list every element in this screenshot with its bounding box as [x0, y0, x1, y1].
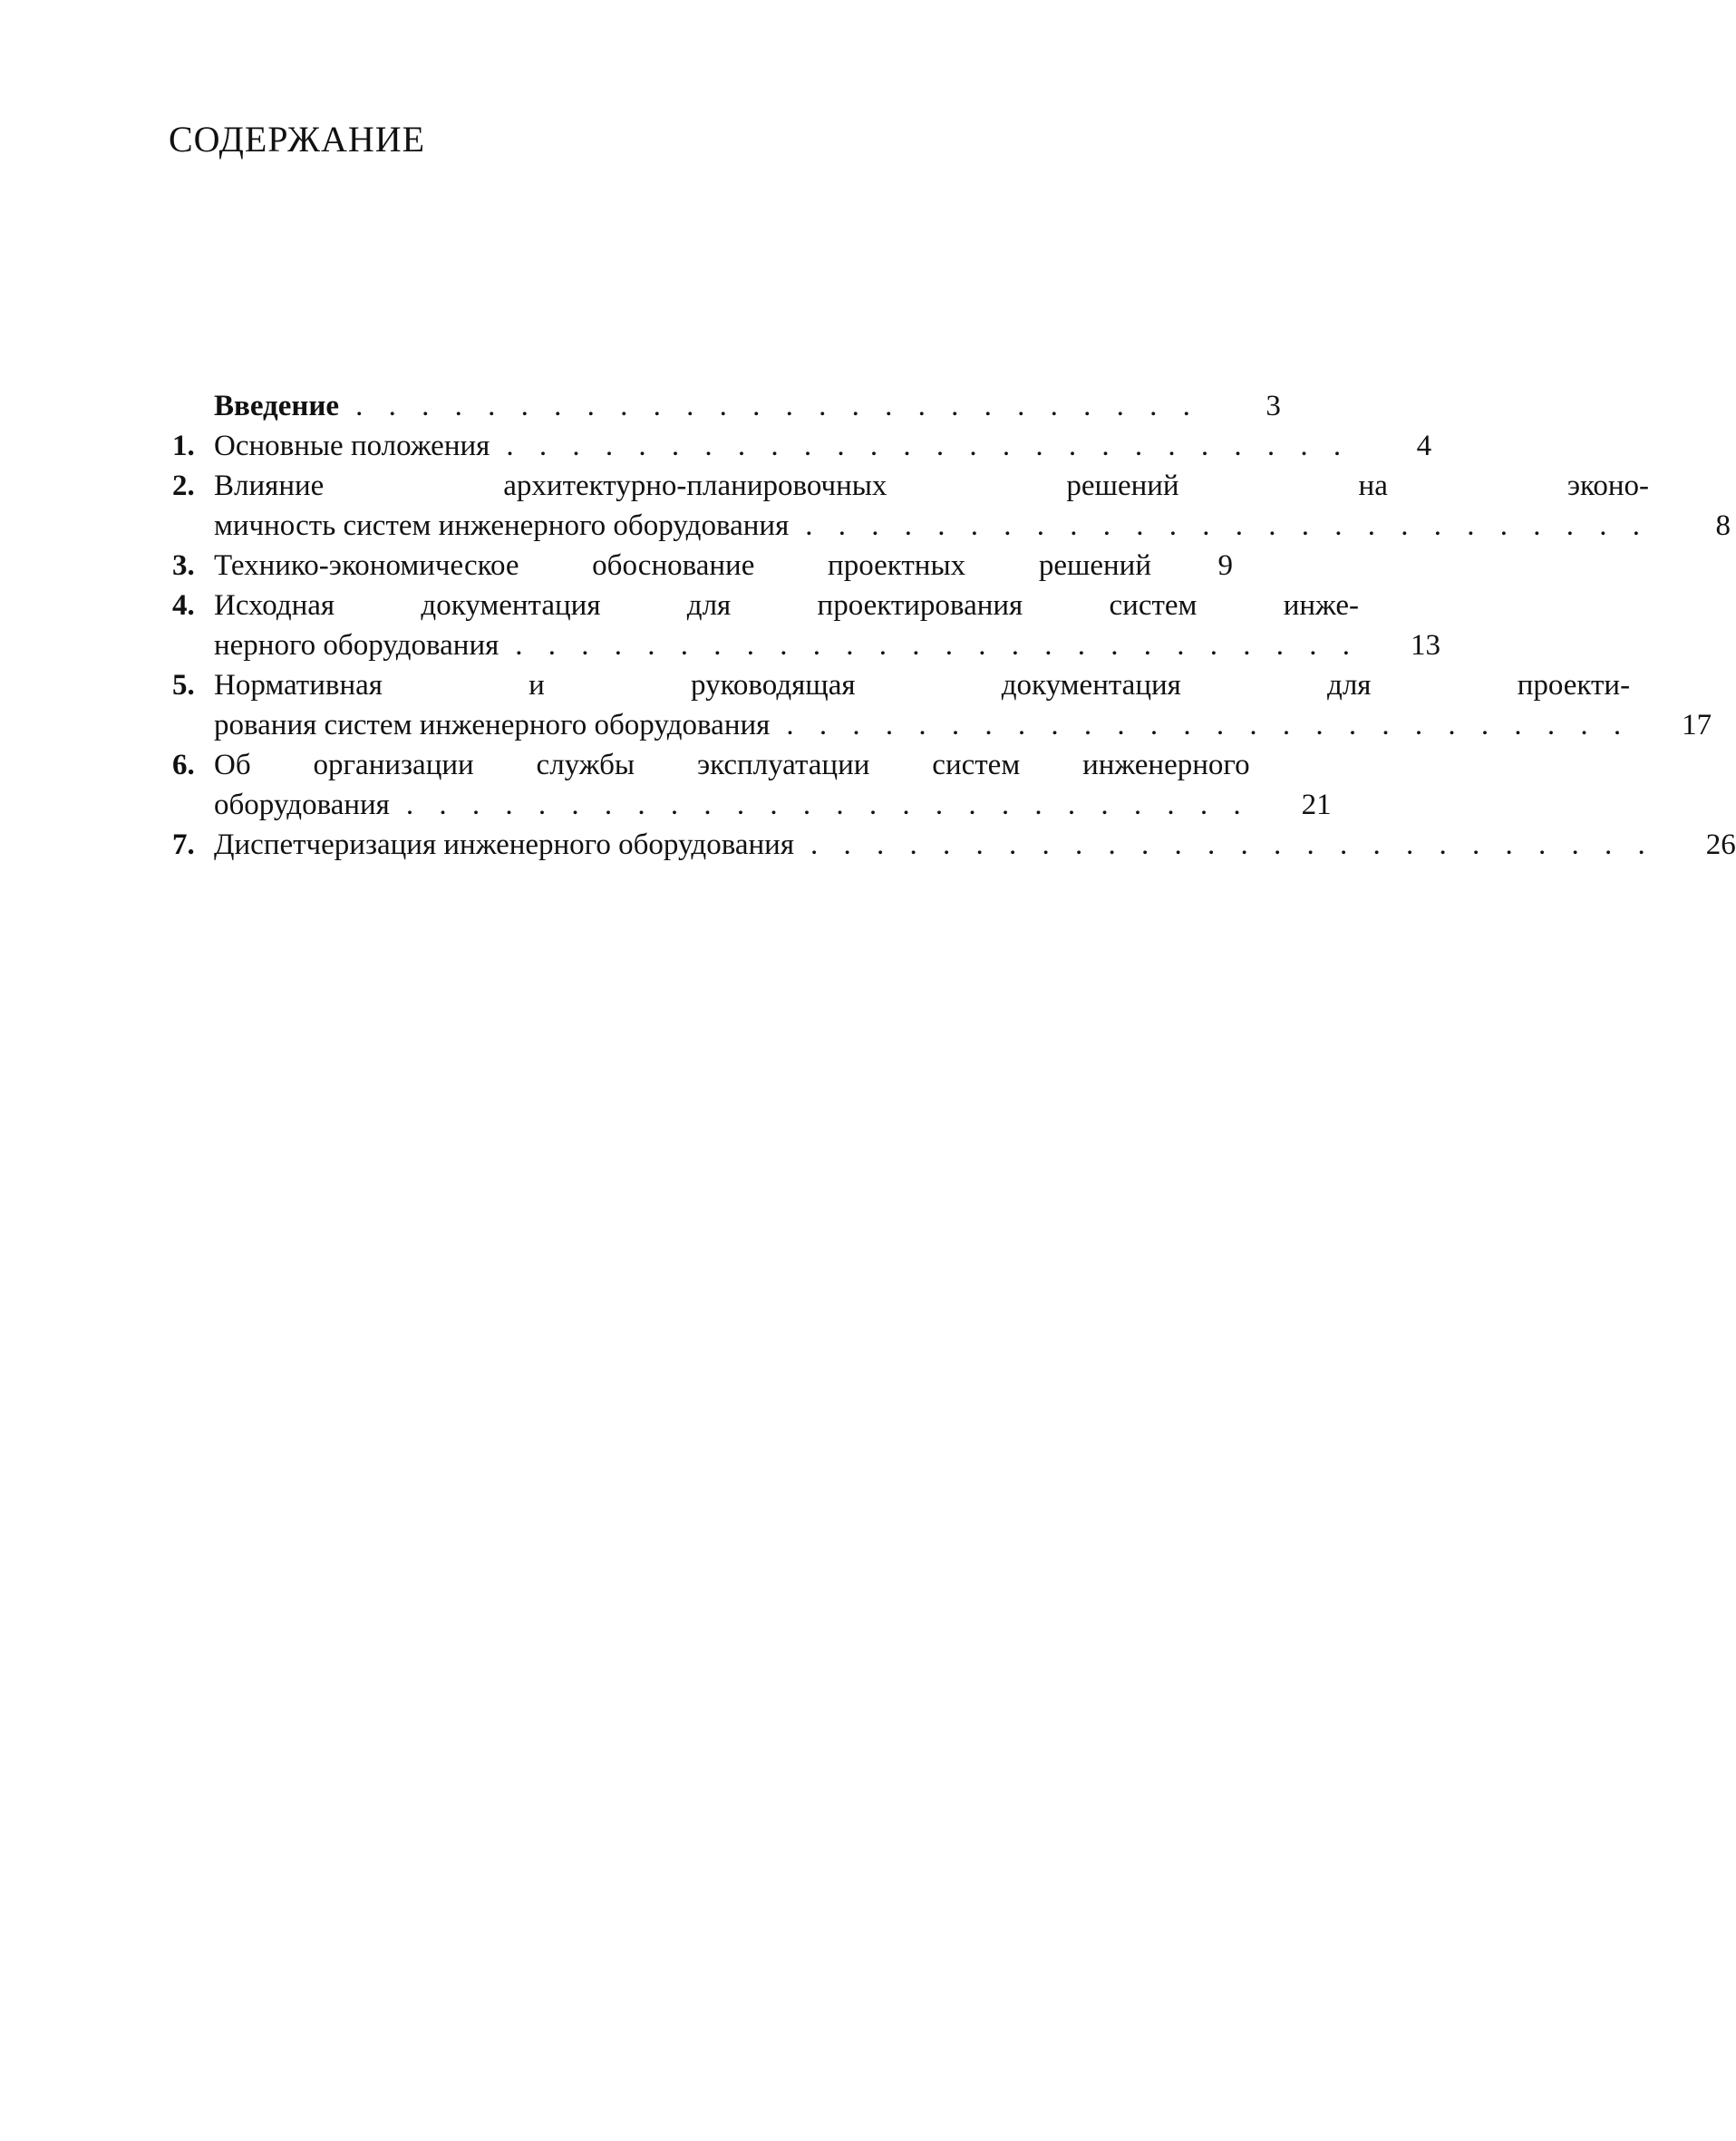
toc-page-number: 21: [1301, 789, 1332, 821]
toc-entry-line: [214, 705, 1630, 745]
toc-entry-title: Исходная документация для проектирования систем инже-: [214, 589, 1360, 622]
toc-entry-3[interactable]: [172, 546, 1233, 586]
toc-entry-number: 7.: [172, 828, 195, 861]
toc-entry-introduction[interactable]: [172, 386, 1281, 426]
toc-entry-title-continued: оборудования: [214, 789, 390, 821]
toc-entry-text: [214, 586, 1359, 665]
toc-entry-title: Влияние архитектурно-планировочных решений на эконо-: [214, 470, 1650, 502]
toc-entry-text: [214, 745, 1250, 825]
toc-entry-title-continued: нерного оборудования: [214, 629, 499, 662]
page-title: СОДЕРЖАНИЕ: [169, 119, 426, 160]
toc-entry-4[interactable]: [172, 586, 1441, 665]
toc-entry-text: [214, 825, 1654, 865]
toc-entry-line: [214, 386, 1199, 426]
toc-entry-title: Технико-экономическое обоснование проектных решений: [214, 549, 1151, 582]
toc-entry-title: Нормативная и руководящая документация для проекти-: [214, 669, 1631, 702]
toc-entry-title-continued: мичность систем инженерного оборудования: [214, 509, 790, 542]
toc-entry-title: Об организации службы эксплуатации систем инженерного: [214, 749, 1250, 781]
toc-dot-leader: . . . . . . . . . . . . . . . . . . . . . . . . . .: [506, 430, 1351, 462]
toc-dot-leader: . . . . . . . . . . . . . . . . . . . . . . . . . .: [810, 828, 1654, 861]
toc-entry-2[interactable]: [172, 466, 1731, 546]
toc-page-number: 4: [1416, 430, 1432, 462]
toc-entry-line: [214, 506, 1649, 546]
toc-entry-text: [214, 426, 1350, 466]
toc-entry-number: 6.: [172, 749, 195, 781]
toc-entry-line: [214, 466, 1649, 506]
toc-page-number: 17: [1682, 709, 1712, 741]
toc-entry-7[interactable]: [172, 825, 1736, 865]
toc-entry-line: [214, 546, 1151, 586]
toc-entry-1[interactable]: [172, 426, 1432, 466]
toc-page-number: 8: [1715, 509, 1731, 542]
toc-entry-text: [214, 386, 1199, 426]
toc-page-number: 9: [1217, 549, 1233, 582]
toc-entry-text: [214, 546, 1151, 586]
toc-entry-title: Основные положения: [214, 430, 490, 462]
toc-page-number: 13: [1411, 629, 1441, 662]
toc-dot-leader: . . . . . . . . . . . . . . . . . . . . . . . . . .: [515, 629, 1360, 662]
table-of-contents: [172, 386, 1736, 865]
toc-entry-title: Введение: [214, 390, 340, 422]
toc-entry-line: [214, 426, 1350, 466]
toc-entry-line: [214, 785, 1250, 825]
toc-entry-line: [214, 745, 1250, 785]
toc-entry-number: 5.: [172, 669, 195, 702]
toc-dot-leader: . . . . . . . . . . . . . . . . . . . . . . . . . .: [805, 509, 1650, 542]
toc-entry-number: [172, 386, 214, 426]
toc-entry-text: [214, 665, 1630, 745]
toc-entry-number: 4.: [172, 589, 195, 622]
toc-dot-leader: . . . . . . . . . . . . . . . . . . . . . . . . . .: [405, 789, 1250, 821]
toc-entry-text: [214, 466, 1649, 546]
toc-entry-line: [214, 586, 1359, 625]
toc-entry-5[interactable]: [172, 665, 1712, 745]
toc-entry-number: 3.: [172, 549, 195, 582]
toc-entry-number: 2.: [172, 470, 195, 502]
toc-dot-leader: . . . . . . . . . . . . . . . . . . . . . . . . . .: [355, 390, 1199, 422]
toc-entry-title: Диспетчеризация инженерного оборудования: [214, 828, 795, 861]
toc-entry-line: [214, 825, 1654, 865]
toc-entry-6[interactable]: [172, 745, 1332, 825]
toc-dot-leader: . . . . . . . . . . . . . . . . . . . . . . . . . .: [786, 709, 1631, 741]
toc-entry-line: [214, 625, 1359, 665]
toc-entry-number: 1.: [172, 430, 195, 462]
toc-entry-title-continued: рования систем инженерного оборудования: [214, 709, 771, 741]
toc-entry-line: [214, 665, 1630, 705]
toc-page-number: 26: [1705, 828, 1736, 861]
toc-page-number: 3: [1266, 390, 1281, 422]
